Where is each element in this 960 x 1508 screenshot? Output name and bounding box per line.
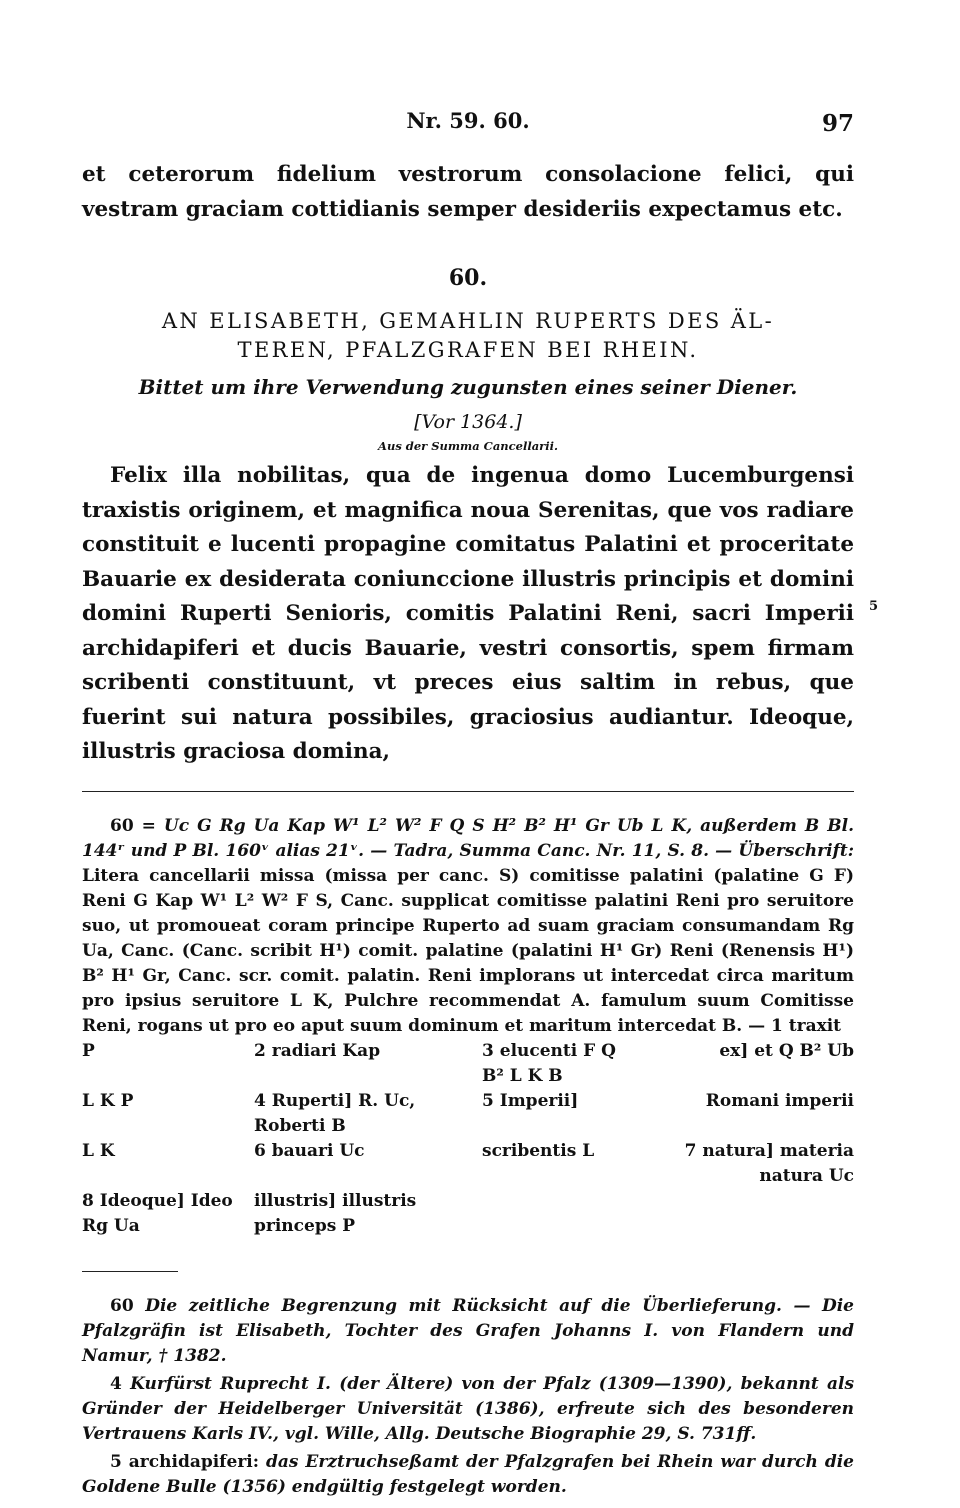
document-date: [Vor 1364.] xyxy=(414,411,522,433)
page xyxy=(82,100,878,1503)
document-source: Aus der Summa Cancellarii. xyxy=(378,439,558,453)
note-text: Die zeitliche Begrenzung mit Rücksicht auf die Überlieferung. — Die Pfalzgräfin ist Elisabeth, Tochter des Grafen Johanns I. von Flandern und Namur, † 1382. xyxy=(82,1296,854,1366)
apparatus-divider xyxy=(82,791,854,792)
variant-reading: ex] et Q B² Ub xyxy=(719,1041,854,1061)
variant-reading: 5 Imperii] xyxy=(482,1091,579,1111)
note-label: 4 xyxy=(110,1374,122,1394)
variant-reading: 6 bauari Uc xyxy=(254,1141,365,1161)
variant-reading: illustris] illustris princeps P xyxy=(254,1191,417,1236)
note-label: 60 xyxy=(110,1296,134,1316)
document-title xyxy=(82,307,854,365)
margin-line-number: 5 xyxy=(868,599,878,614)
variant-reading: L K xyxy=(82,1141,115,1161)
title-line-1: AN ELISABETH, GEMAHLIN RUPERTS DES ÄL- xyxy=(161,309,775,333)
document-text-content: Felix illa nobilitas, qua de ingenua domo Lucemburgensi traxistis originem, et magnifica noua Serenitas, que vos radiare constituit e lucenti propagine comitatus Palatini et proceritate Bauarie ex desiderata coniunccione illustris principis et domini domini Ruperti Senioris, comitis Palatini Reni, sacri Imperii archidapiferi et ducis Bauarie, vestri consortis, spem firmam scribenti constituunt, vt preces eius saltim in rebus, que fuerint sui natura possibiles, graciosius audiantur. Ideoque, illustris graciosa domina, xyxy=(82,463,854,764)
apparatus-number: 60 xyxy=(110,816,134,836)
variant-reading: scribentis L xyxy=(482,1141,595,1161)
note-text: Kurfürst Ruprecht I. (der Ältere) von der Pfalz (1309—1390), bekannt als Gründer der Heidelberger Universität (1386), erfreute sich des besonderen Vertrauens Karls IV., vgl. Wille, Allg. Deutsche Biographie 29, S. 731ff. xyxy=(82,1374,855,1444)
apparatus-sigla: = Uc G Rg Ua Kap W¹ L² W² F Q S H² B² H¹ Gr Ub L K, außerdem B Bl. 144ʳ und P Bl. 160ᵛ alias 21ᵛ. — Tadra, Summa Canc. Nr. 11, S. 8. — xyxy=(82,816,855,861)
variant-reading xyxy=(482,1189,628,1239)
note xyxy=(82,1450,854,1500)
variant-reading: 2 radiari Kap xyxy=(254,1041,381,1061)
variant-reading: 3 elucenti F Q B² L K B xyxy=(482,1041,616,1086)
title-line-2: TEREN, PFALZGRAFEN BEI RHEIN. xyxy=(237,338,699,362)
note xyxy=(82,1372,854,1447)
variant-reading: Romani imperii xyxy=(705,1091,854,1111)
notes-divider xyxy=(82,1271,178,1272)
apparatus-heading-text: Litera cancellarii missa (missa per canc. S) comitisse palatini (palatine G F) Reni G Kap W¹ L² W² F S, Canc. supplicat comitisse palatini Reni pro seruitore suo, ut promoueat coram principe Ruperto ad suam graciam consumandam Rg Ua, Canc. (Canc. scribit H¹) comit. palatine (palatini H¹ Gr) Reni (Renensis H¹) B² H¹ Gr, Canc. scr. comit. palatin. Reni implorans ut intercedat circa maritum pro ipsius seruitore L K, Pulchre recommendat A. famulum suum Comitisse Reni, rogans ut pro eo aput suum dominum et maritum intercedat B. — 1 traxit xyxy=(82,866,854,1036)
document-text xyxy=(82,459,878,770)
document-subtitle: Bittet um ihre Verwendung zugunsten eines seiner Diener. xyxy=(138,375,798,399)
page-number: 97 xyxy=(821,110,854,137)
note xyxy=(82,1294,854,1369)
variant-reading: 7 natura] materia natura Uc xyxy=(684,1141,854,1186)
variant-reading: L K P xyxy=(82,1091,134,1111)
variant-reading: 4 Ruperti] R. Uc, Roberti B xyxy=(254,1091,416,1136)
variant-reading xyxy=(628,1189,854,1239)
running-header xyxy=(82,100,854,140)
document-number: 60. xyxy=(448,265,488,291)
note-text: das Erztruchseßamt der Pfalzgrafen bei Rhein war durch die Goldene Bulle (1356) endgültig festgelegt worden. xyxy=(82,1452,855,1497)
variant-reading: 8 Ideoque] Ideo Rg Ua xyxy=(82,1191,233,1236)
variant-reading: P xyxy=(82,1041,95,1061)
critical-apparatus xyxy=(82,814,854,1039)
variant-readings xyxy=(82,1039,854,1239)
commentary-notes xyxy=(82,1294,854,1500)
apparatus-heading-label: Überschrift: xyxy=(738,841,855,861)
carryover-paragraph: et ceterorum fidelium vestrorum consolacione felici, qui vestram graciam cottidianis semper desideriis expectamus etc. xyxy=(82,162,854,222)
note-label: 5 archidapiferi: xyxy=(110,1452,260,1472)
section-numbers: Nr. 59. 60. xyxy=(406,108,530,133)
